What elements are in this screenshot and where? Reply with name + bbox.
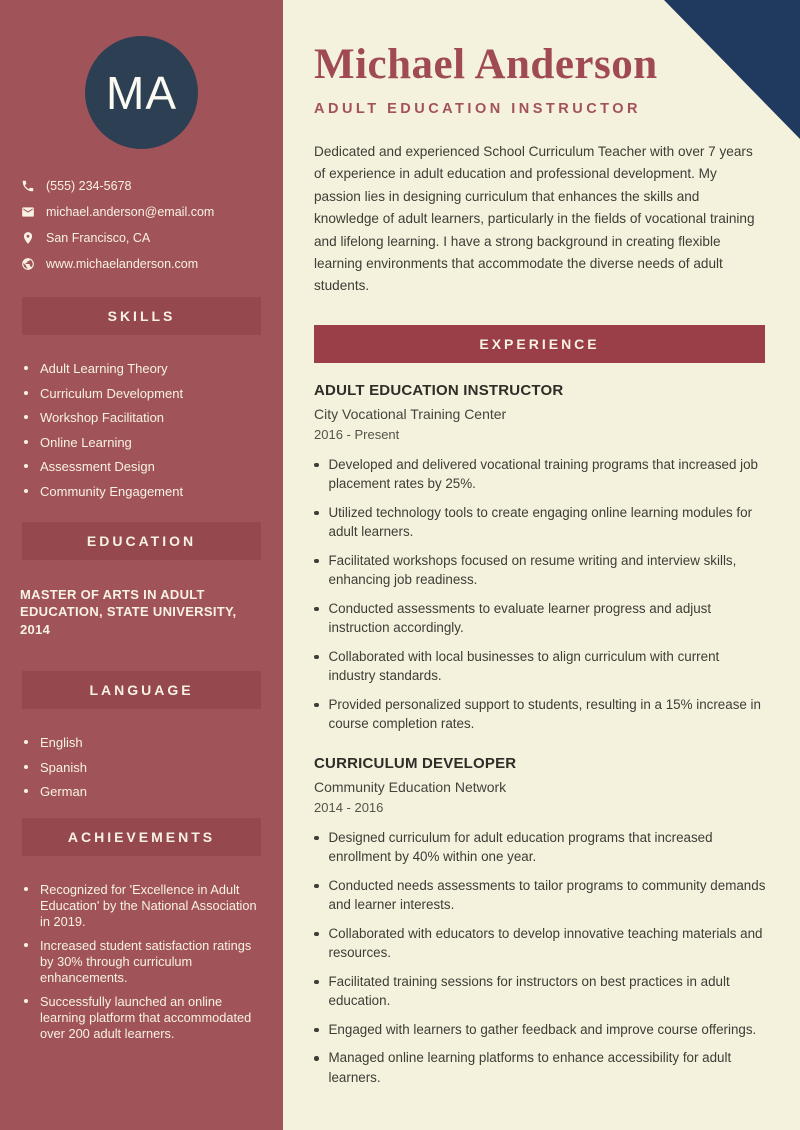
bullet-dot-icon bbox=[24, 943, 28, 947]
job-bullet-item bbox=[314, 455, 766, 494]
education-title: EDUCATION bbox=[86, 532, 197, 549]
bullet-dot-icon bbox=[314, 463, 319, 468]
contact-location bbox=[21, 231, 283, 245]
job-bullet-text: Engaged with learners to gather feedback and improve course offerings. bbox=[328, 1021, 757, 1037]
achievement-item-text: Increased student satisfaction ratings by 30% through curriculum enhancements. bbox=[40, 938, 252, 985]
bullet-dot-icon bbox=[314, 1028, 319, 1033]
skill-item bbox=[24, 435, 265, 450]
achievements-title: ACHIEVEMENTS bbox=[67, 829, 216, 845]
job-2-bullets bbox=[314, 828, 765, 1088]
achievement-item bbox=[24, 882, 265, 930]
bullet-dot-icon bbox=[314, 559, 319, 564]
job-2-title: CURRICULUM DEVELOPER bbox=[314, 754, 517, 772]
job-bullet-item bbox=[314, 828, 766, 867]
job-bullet-text: Provided personalized support to students, resulting in a 15% increase in course completion rates. bbox=[328, 696, 761, 732]
achievement-item bbox=[24, 938, 265, 986]
job-bullet-item bbox=[314, 876, 766, 915]
bullet-dot-icon bbox=[314, 836, 319, 841]
contact-website-text: www.michaelanderson.com bbox=[46, 257, 199, 271]
job-bullet-text: Facilitated workshops focused on resume writing and interview skills, enhancing job readiness. bbox=[328, 552, 737, 588]
skill-item-label: Curriculum Development bbox=[40, 385, 184, 401]
experience-title: EXPERIENCE bbox=[479, 335, 600, 352]
skills-section-header bbox=[22, 297, 261, 335]
bullet-dot-icon bbox=[24, 391, 28, 395]
job-entry-2 bbox=[314, 755, 765, 1088]
job-bullet-item bbox=[314, 1048, 766, 1087]
job-bullet-item bbox=[314, 1020, 766, 1040]
job-bullet-item bbox=[314, 695, 766, 734]
job-bullet-text: Managed online learning platforms to enhance accessibility for adult learners. bbox=[328, 1050, 732, 1085]
achievements-list bbox=[0, 882, 283, 1042]
job-bullet-item bbox=[314, 647, 766, 686]
job-bullet-text: Developed and delivered vocational training programs that increased job placement rates by 25%. bbox=[328, 456, 759, 492]
education-section-header bbox=[22, 522, 261, 560]
job-bullet-text: Conducted needs assessments to tailor programs to community demands and learner interests. bbox=[328, 877, 766, 913]
avatar-initials: MA bbox=[106, 66, 177, 119]
education-degree: MASTER OF ARTS IN ADULT EDUCATION, STATE UNIVERSITY, 2014 bbox=[20, 586, 237, 637]
skill-item bbox=[24, 410, 265, 425]
skill-item-label: Community Engagement bbox=[40, 483, 184, 499]
bullet-dot-icon bbox=[24, 740, 28, 744]
skill-item-label: Online Learning bbox=[40, 434, 132, 450]
bullet-dot-icon bbox=[24, 464, 28, 468]
job-bullet-text: Collaborated with local businesses to align curriculum with current industry standards. bbox=[328, 648, 720, 684]
location-icon bbox=[21, 231, 35, 245]
contact-email bbox=[21, 205, 283, 219]
bullet-dot-icon bbox=[24, 489, 28, 493]
bullet-dot-icon bbox=[24, 789, 28, 793]
job-2-dates: 2014 - 2016 bbox=[314, 799, 384, 815]
job-bullet-item bbox=[314, 972, 766, 1011]
bullet-dot-icon bbox=[314, 607, 319, 612]
bullet-dot-icon bbox=[24, 765, 28, 769]
job-bullet-text: Collaborated with educators to develop innovative teaching materials and resources. bbox=[328, 925, 763, 961]
job-1-dates: 2016 - Present bbox=[314, 426, 400, 442]
bullet-dot-icon bbox=[314, 980, 319, 985]
job-bullet-item bbox=[314, 503, 766, 542]
achievement-item-text: Recognized for 'Excellence in Adult Education' by the National Association in 2019. bbox=[40, 882, 257, 929]
skill-item-label: Adult Learning Theory bbox=[40, 361, 168, 376]
language-item-label: German bbox=[40, 784, 87, 799]
language-title: LANGUAGE bbox=[89, 682, 194, 698]
job-1-bullets bbox=[314, 455, 765, 734]
language-item bbox=[24, 735, 265, 750]
language-list bbox=[0, 735, 283, 799]
bullet-dot-icon bbox=[314, 511, 319, 516]
skills-title: SKILLS bbox=[107, 308, 176, 324]
main-column bbox=[283, 0, 800, 1087]
skill-item bbox=[24, 386, 265, 401]
job-bullet-text: Conducted assessments to evaluate learner progress and adjust instruction accordingly. bbox=[328, 600, 712, 636]
contact-website bbox=[21, 257, 283, 271]
bullet-dot-icon bbox=[24, 887, 28, 891]
contact-info bbox=[21, 179, 283, 271]
bullet-dot-icon bbox=[314, 932, 319, 937]
contact-phone bbox=[21, 179, 283, 193]
language-section-header bbox=[22, 671, 261, 709]
bullet-dot-icon bbox=[314, 1056, 319, 1061]
job-2-company: Community Education Network bbox=[314, 778, 507, 795]
person-name: Michael Anderson bbox=[314, 41, 658, 88]
job-bullet-text: Utilized technology tools to create engaging online learning modules for adult learners. bbox=[328, 504, 753, 540]
language-item-label: English bbox=[40, 735, 83, 750]
avatar bbox=[85, 36, 198, 149]
job-bullet-item bbox=[314, 924, 766, 963]
skills-list bbox=[0, 361, 283, 499]
job-1-company: City Vocational Training Center bbox=[314, 405, 507, 422]
achievements-section-header bbox=[22, 818, 261, 856]
bullet-dot-icon bbox=[24, 440, 28, 444]
bullet-dot-icon bbox=[24, 415, 28, 419]
skill-item bbox=[24, 361, 265, 376]
bullet-dot-icon bbox=[314, 655, 319, 660]
profile-summary: Dedicated and experienced School Curriculum Teacher with over 7 years of experience in adult education and professional development. My passion lies in designing curriculum that enhances the skills and knowledge of adult learners, particularly in the fields of vocational training and lifelong learning. I have a strong background in creating flexible learning environments that accommodate the diverse needs of adult students. bbox=[314, 144, 755, 294]
job-bullet-item bbox=[314, 551, 766, 590]
globe-icon bbox=[21, 257, 35, 271]
language-item bbox=[24, 760, 265, 775]
phone-icon bbox=[21, 179, 35, 193]
language-item bbox=[24, 784, 265, 799]
contact-email-text: michael.anderson@email.com bbox=[46, 205, 215, 219]
person-job-title: ADULT EDUCATION INSTRUCTOR bbox=[314, 101, 642, 117]
bullet-dot-icon bbox=[24, 366, 28, 370]
contact-location-text: San Francisco, CA bbox=[46, 231, 151, 245]
skill-item-label: Workshop Facilitation bbox=[40, 410, 165, 425]
job-entry-1 bbox=[314, 382, 765, 734]
skill-item bbox=[24, 459, 265, 474]
email-icon bbox=[21, 205, 35, 219]
sidebar bbox=[0, 0, 283, 1130]
job-bullet-text: Facilitated training sessions for instructors on best practices in adult education. bbox=[328, 973, 730, 1009]
bullet-dot-icon bbox=[24, 999, 28, 1003]
job-1-title: ADULT EDUCATION INSTRUCTOR bbox=[314, 381, 564, 399]
contact-phone-text: (555) 234-5678 bbox=[46, 179, 132, 193]
experience-section-header bbox=[314, 325, 765, 363]
bullet-dot-icon bbox=[314, 703, 319, 708]
skill-item-label: Assessment Design bbox=[40, 459, 155, 474]
achievement-item bbox=[24, 994, 265, 1042]
achievement-item-text: Successfully launched an online learning platform that accommodated over 200 adult learners. bbox=[40, 994, 252, 1041]
language-item-label: Spanish bbox=[40, 759, 87, 775]
bullet-dot-icon bbox=[314, 884, 319, 889]
job-bullet-text: Designed curriculum for adult education programs that increased enrollment by 40% within one year. bbox=[328, 829, 713, 865]
job-bullet-item bbox=[314, 599, 766, 638]
skill-item bbox=[24, 484, 265, 499]
